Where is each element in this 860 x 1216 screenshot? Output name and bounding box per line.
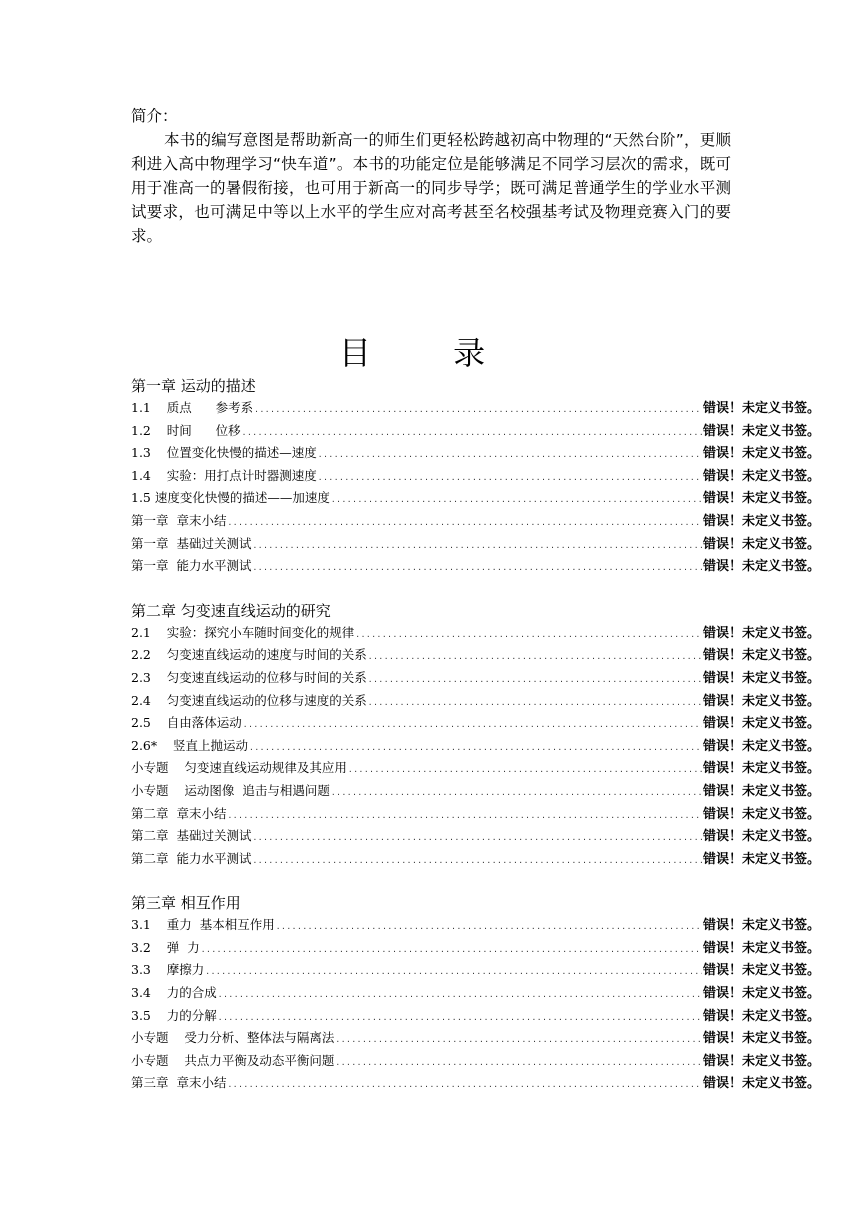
dot-leader bbox=[205, 961, 702, 984]
toc-entry-label: 2.5 自由落体运动 bbox=[131, 715, 242, 731]
dot-leader bbox=[368, 692, 702, 715]
toc-entry[interactable] bbox=[131, 914, 820, 937]
toc-page-ref: 错误！未定义书签。 bbox=[702, 491, 820, 507]
dot-leader bbox=[318, 444, 702, 467]
toc-entry[interactable] bbox=[131, 825, 820, 848]
toc-entry[interactable] bbox=[131, 780, 820, 803]
toc-entry[interactable] bbox=[131, 712, 820, 735]
toc-entry-label: 第一章 基础过关测试 bbox=[131, 535, 252, 551]
toc-entry[interactable] bbox=[131, 442, 820, 465]
toc-page-ref: 错误！未定义书签。 bbox=[702, 1053, 820, 1069]
toc-entry-label: 3.4 力的合成 bbox=[131, 985, 217, 1001]
toc-page-ref: 错误！未定义书签。 bbox=[702, 716, 820, 732]
toc-entry[interactable] bbox=[131, 397, 820, 420]
dot-leader bbox=[355, 624, 702, 647]
intro-heading: 简介： bbox=[131, 107, 178, 125]
toc-entry-label: 3.5 力的分解 bbox=[131, 1007, 217, 1023]
dot-leader bbox=[218, 984, 702, 1007]
toc-page-ref: 错误！未定义书签。 bbox=[702, 468, 820, 484]
dot-leader bbox=[368, 669, 702, 692]
toc-entry[interactable] bbox=[131, 555, 820, 578]
toc-entry-label: 1.2 时间 位移 bbox=[131, 422, 241, 438]
dot-leader bbox=[331, 489, 702, 512]
dot-leader bbox=[201, 939, 702, 962]
toc-entry[interactable] bbox=[131, 667, 820, 690]
toc-page-ref: 错误！未定义书签。 bbox=[702, 423, 820, 439]
toc-entry-label: 2.3 匀变速直线运动的位移与时间的关系 bbox=[131, 669, 367, 685]
intro-body: 本书的编写意图是帮助新高一的师生们更轻松跨越初高中物理的“天然台阶”，更顺利进入高中物理学习“快车道”。本书的功能定位是能够满足不同学习层次的需求，既可用于准高一的暑假衔接，也可用于新高一的同步导学；既可满足普通学生的学业水平测试要求，也可满足中等以上水平的学生应对高考甚至名校强基考试及物理竞赛入门的要求。 bbox=[131, 131, 731, 245]
toc-entry[interactable] bbox=[131, 959, 820, 982]
toc-entry-label: 第二章 能力水平测试 bbox=[131, 850, 252, 866]
toc-entry[interactable] bbox=[131, 757, 820, 780]
toc-page-ref: 错误！未定义书签。 bbox=[702, 918, 820, 934]
toc-entry-label: 第二章 章末小结 bbox=[131, 805, 227, 821]
toc-entry-label: 3.1 重力 基本相互作用 bbox=[131, 917, 275, 933]
toc-page-ref: 错误！未定义书签。 bbox=[702, 738, 820, 754]
toc-entry[interactable] bbox=[131, 644, 820, 667]
toc-entry-label: 1.3 位置变化快慢的描述—速度 bbox=[131, 445, 317, 461]
toc-entry-label: 第一章 能力水平测试 bbox=[131, 558, 252, 574]
toc-page-ref: 错误！未定义书签。 bbox=[702, 513, 820, 529]
toc-entry-label: 第一章 章末小结 bbox=[131, 512, 227, 528]
toc-entry-label: 3.3 摩擦力 bbox=[131, 962, 205, 978]
intro-section bbox=[131, 104, 731, 248]
dot-leader bbox=[242, 422, 702, 445]
toc-entry[interactable] bbox=[131, 510, 820, 533]
dot-leader bbox=[368, 646, 702, 669]
toc-entry-label: 第二章 基础过关测试 bbox=[131, 828, 252, 844]
dot-leader bbox=[254, 399, 702, 422]
toc-entry-label: 2.6* 竖直上抛运动 bbox=[131, 737, 249, 753]
dot-leader bbox=[252, 850, 702, 873]
toc-page-ref: 错误！未定义书签。 bbox=[702, 1008, 820, 1024]
toc-entry[interactable] bbox=[131, 1072, 820, 1095]
toc-page-ref: 错误！未定义书签。 bbox=[702, 670, 820, 686]
toc-entry[interactable] bbox=[131, 622, 820, 645]
toc-page-ref: 错误！未定义书签。 bbox=[702, 940, 820, 956]
toc-entry-label: 小专题 共点力平衡及动态平衡问题 bbox=[131, 1052, 335, 1068]
dot-leader bbox=[227, 805, 702, 828]
toc-entry[interactable] bbox=[131, 690, 820, 713]
toc-page-ref: 错误！未定义书签。 bbox=[702, 625, 820, 641]
toc-page-ref: 错误！未定义书签。 bbox=[702, 693, 820, 709]
toc-entry[interactable] bbox=[131, 803, 820, 826]
toc-page-ref: 错误！未定义书签。 bbox=[702, 829, 820, 845]
toc-entry-label: 第三章 章末小结 bbox=[131, 1075, 227, 1091]
toc-page-ref: 错误！未定义书签。 bbox=[702, 963, 820, 979]
toc-entry-label: 2.1 实验：探究小车随时间变化的规律 bbox=[131, 624, 355, 640]
toc-page-ref: 错误！未定义书签。 bbox=[702, 986, 820, 1002]
toc-entry-label: 1.5 速度变化快慢的描述——加速度 bbox=[131, 490, 330, 506]
toc-entry-label: 2.2 匀变速直线运动的速度与时间的关系 bbox=[131, 647, 367, 663]
toc-entry[interactable] bbox=[131, 465, 820, 488]
dot-leader bbox=[249, 737, 702, 760]
toc-page-ref: 错误！未定义书签。 bbox=[702, 783, 820, 799]
dot-leader bbox=[335, 1029, 702, 1052]
toc-entry-label: 3.2 弹 力 bbox=[131, 939, 200, 955]
toc-chapter-heading[interactable]: 第一章 运动的描述 bbox=[131, 377, 256, 395]
toc-entry-label: 小专题 匀变速直线运动规律及其应用 bbox=[131, 760, 347, 776]
dot-leader bbox=[227, 512, 702, 535]
toc-entry-label: 1.4 实验：用打点计时器测速度 bbox=[131, 467, 317, 483]
dot-leader bbox=[276, 916, 702, 939]
dot-leader bbox=[331, 782, 702, 805]
toc-chapter-heading[interactable]: 第二章 匀变速直线运动的研究 bbox=[131, 601, 331, 620]
toc-page-ref: 错误！未定义书签。 bbox=[702, 401, 820, 416]
toc-page-ref: 错误！未定义书签。 bbox=[702, 559, 820, 575]
toc-chapter-heading[interactable]: 第三章 相互作用 bbox=[131, 894, 241, 913]
toc-page-ref: 错误！未定义书签。 bbox=[702, 1031, 820, 1047]
toc-page-ref: 错误！未定义书签。 bbox=[702, 536, 820, 552]
toc-entry[interactable] bbox=[131, 1027, 820, 1050]
toc-entry[interactable] bbox=[131, 487, 820, 510]
dot-leader bbox=[243, 714, 702, 737]
toc-entry-label: 2.4 匀变速直线运动的位移与速度的关系 bbox=[131, 692, 367, 708]
toc-entry[interactable] bbox=[131, 735, 820, 758]
toc-page-ref: 错误！未定义书签。 bbox=[702, 446, 820, 462]
dot-leader bbox=[218, 1007, 702, 1030]
toc-entry[interactable] bbox=[131, 1005, 820, 1028]
toc-entry[interactable] bbox=[131, 420, 820, 443]
dot-leader bbox=[348, 759, 702, 782]
dot-leader bbox=[252, 535, 702, 558]
toc-page-ref: 错误！未定义书签。 bbox=[702, 648, 820, 664]
toc-entry[interactable] bbox=[131, 533, 820, 556]
toc-title: 目 录 bbox=[338, 334, 522, 372]
toc-page-ref: 错误！未定义书签。 bbox=[702, 761, 820, 777]
toc-entry[interactable] bbox=[131, 982, 820, 1005]
toc-entry-label: 1.1 质点 参考系 bbox=[131, 400, 254, 415]
toc-entry-label: 小专题 受力分析、整体法与隔离法 bbox=[131, 1030, 335, 1046]
toc-entry[interactable] bbox=[131, 1050, 820, 1073]
toc-entry[interactable] bbox=[131, 848, 820, 871]
dot-leader bbox=[318, 467, 702, 490]
dot-leader bbox=[227, 1074, 702, 1097]
dot-leader bbox=[252, 827, 702, 850]
toc-entry[interactable] bbox=[131, 937, 820, 960]
toc-page-ref: 错误！未定义书签。 bbox=[702, 851, 820, 867]
toc-page-ref: 错误！未定义书签。 bbox=[702, 806, 820, 822]
dot-leader bbox=[252, 557, 702, 580]
dot-leader bbox=[335, 1052, 702, 1075]
table-of-contents bbox=[131, 376, 820, 1095]
toc-entry-label: 小专题 运动图像 追击与相遇问题 bbox=[131, 782, 330, 798]
toc-page-ref: 错误！未定义书签。 bbox=[702, 1076, 820, 1092]
